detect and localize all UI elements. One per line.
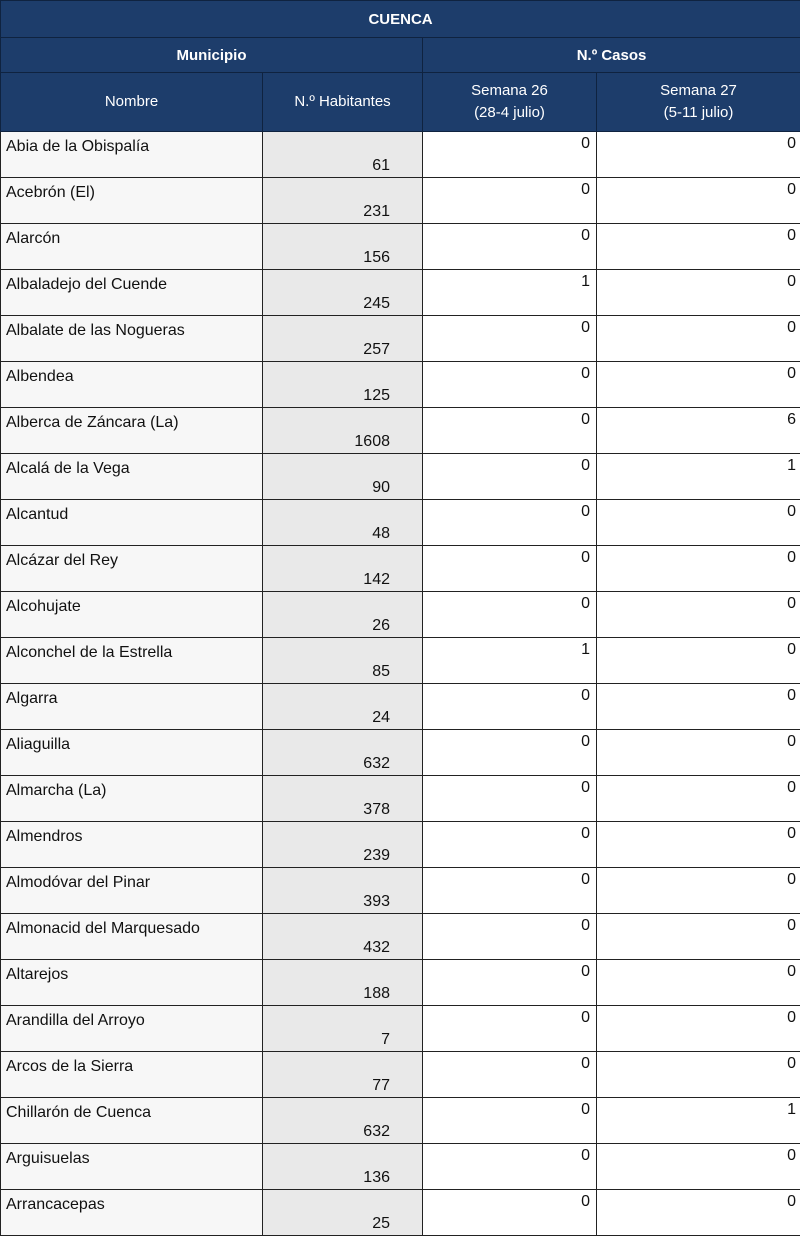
table-row xyxy=(1,684,800,730)
table-row xyxy=(1,1006,800,1052)
habitantes-cell: 188 xyxy=(263,960,423,1006)
habitantes-cell: 257 xyxy=(263,316,423,362)
habitantes-cell: 156 xyxy=(263,224,423,270)
municipio-name: Aliaguilla xyxy=(1,730,263,776)
semana-26-range: (28-4 julio) xyxy=(423,102,596,124)
table-row xyxy=(1,546,800,592)
table-body xyxy=(1,132,800,1236)
column-header-semana-27 xyxy=(597,73,800,132)
semana-26-cases-cell: 0 xyxy=(423,454,597,500)
semana-26-cases-cell: 0 xyxy=(423,224,597,270)
habitantes-cell: 239 xyxy=(263,822,423,868)
table-row xyxy=(1,270,800,316)
semana-27-cases-cell: 0 xyxy=(597,132,800,178)
semana-27-cases-cell: 0 xyxy=(597,960,800,1006)
semana-26-cases-cell: 0 xyxy=(423,684,597,730)
municipio-name: Almonacid del Marquesado xyxy=(1,914,263,960)
semana-26-cases-cell: 0 xyxy=(423,868,597,914)
semana-27-cases-cell: 0 xyxy=(597,592,800,638)
habitantes-cell: 136 xyxy=(263,1144,423,1190)
semana-26-cases-cell: 0 xyxy=(423,1006,597,1052)
semana-26-cases-cell: 0 xyxy=(423,822,597,868)
table-row xyxy=(1,224,800,270)
column-header-semana-26 xyxy=(423,73,597,132)
semana-27-cases-cell: 0 xyxy=(597,500,800,546)
municipio-name: Alconchel de la Estrella xyxy=(1,638,263,684)
semana-26-cases-cell: 0 xyxy=(423,960,597,1006)
semana-26-cases-cell: 0 xyxy=(423,132,597,178)
habitantes-cell: 432 xyxy=(263,914,423,960)
semana-26-cases-cell: 0 xyxy=(423,178,597,224)
table-row xyxy=(1,178,800,224)
table-row xyxy=(1,408,800,454)
semana-27-cases-cell: 0 xyxy=(597,546,800,592)
semana-27-cases-cell: 0 xyxy=(597,684,800,730)
habitantes-cell: 85 xyxy=(263,638,423,684)
table-row xyxy=(1,1098,800,1144)
table-row xyxy=(1,914,800,960)
semana-26-cases-cell: 0 xyxy=(423,914,597,960)
habitantes-cell: 7 xyxy=(263,1006,423,1052)
semana-27-cases-cell: 0 xyxy=(597,868,800,914)
municipio-name: Altarejos xyxy=(1,960,263,1006)
table-row xyxy=(1,592,800,638)
municipio-name: Albalate de las Nogueras xyxy=(1,316,263,362)
semana-26-cases-cell: 0 xyxy=(423,408,597,454)
semana-26-cases-cell: 0 xyxy=(423,546,597,592)
municipio-name: Alcalá de la Vega xyxy=(1,454,263,500)
semana-26-cases-cell: 0 xyxy=(423,592,597,638)
municipio-name: Arrancacepas xyxy=(1,1190,263,1236)
semana-27-cases-cell: 0 xyxy=(597,822,800,868)
semana-27-cases-cell: 0 xyxy=(597,1144,800,1190)
table-row xyxy=(1,960,800,1006)
municipio-name: Alcantud xyxy=(1,500,263,546)
municipio-name: Algarra xyxy=(1,684,263,730)
table-row xyxy=(1,316,800,362)
table-row xyxy=(1,132,800,178)
semana-27-cases-cell: 0 xyxy=(597,178,800,224)
habitantes-cell: 245 xyxy=(263,270,423,316)
habitantes-cell: 61 xyxy=(263,132,423,178)
column-header-habitantes: N.º Habitantes xyxy=(263,73,423,132)
municipio-name: Arandilla del Arroyo xyxy=(1,1006,263,1052)
habitantes-cell: 393 xyxy=(263,868,423,914)
semana-26-cases-cell: 1 xyxy=(423,638,597,684)
table-row xyxy=(1,776,800,822)
semana-27-range: (5-11 julio) xyxy=(597,102,800,124)
table-row xyxy=(1,454,800,500)
group-header-municipio: Municipio xyxy=(1,38,423,73)
semana-27-cases-cell: 0 xyxy=(597,730,800,776)
municipio-name: Albaladejo del Cuende xyxy=(1,270,263,316)
semana-26-cases-cell: 0 xyxy=(423,776,597,822)
habitantes-cell: 77 xyxy=(263,1052,423,1098)
semana-26-cases-cell: 0 xyxy=(423,1052,597,1098)
habitantes-cell: 378 xyxy=(263,776,423,822)
municipio-name: Acebrón (El) xyxy=(1,178,263,224)
semana-26-cases-cell: 0 xyxy=(423,1098,597,1144)
table-row xyxy=(1,822,800,868)
table-row xyxy=(1,1144,800,1190)
semana-26-cases-cell: 0 xyxy=(423,1144,597,1190)
habitantes-cell: 25 xyxy=(263,1190,423,1236)
table-row xyxy=(1,500,800,546)
semana-27-cases-cell: 0 xyxy=(597,1052,800,1098)
table-row xyxy=(1,1052,800,1098)
habitantes-cell: 632 xyxy=(263,1098,423,1144)
municipio-name: Chillarón de Cuenca xyxy=(1,1098,263,1144)
table-row xyxy=(1,362,800,408)
semana-27-cases-cell: 0 xyxy=(597,1006,800,1052)
semana-27-cases-cell: 0 xyxy=(597,316,800,362)
municipio-name: Almodóvar del Pinar xyxy=(1,868,263,914)
habitantes-cell: 26 xyxy=(263,592,423,638)
habitantes-cell: 231 xyxy=(263,178,423,224)
municipio-name: Abia de la Obispalía xyxy=(1,132,263,178)
province-title: CUENCA xyxy=(1,1,800,38)
semana-26-cases-cell: 0 xyxy=(423,362,597,408)
group-header-casos: N.º Casos xyxy=(423,38,800,73)
semana-27-cases-cell: 1 xyxy=(597,1098,800,1144)
semana-27-cases-cell: 0 xyxy=(597,224,800,270)
habitantes-cell: 48 xyxy=(263,500,423,546)
column-header-nombre: Nombre xyxy=(1,73,263,132)
table-row xyxy=(1,730,800,776)
semana-27-cases-cell: 0 xyxy=(597,1190,800,1236)
semana-27-label: Semana 27 xyxy=(597,80,800,102)
semana-27-cases-cell: 0 xyxy=(597,776,800,822)
semana-26-cases-cell: 1 xyxy=(423,270,597,316)
municipio-name: Almendros xyxy=(1,822,263,868)
semana-27-cases-cell: 1 xyxy=(597,454,800,500)
semana-26-cases-cell: 0 xyxy=(423,1190,597,1236)
semana-26-cases-cell: 0 xyxy=(423,730,597,776)
municipio-name: Alberca de Záncara (La) xyxy=(1,408,263,454)
semana-26-cases-cell: 0 xyxy=(423,316,597,362)
table-row xyxy=(1,1190,800,1236)
habitantes-cell: 24 xyxy=(263,684,423,730)
semana-27-cases-cell: 0 xyxy=(597,914,800,960)
municipio-name: Almarcha (La) xyxy=(1,776,263,822)
table-row xyxy=(1,868,800,914)
municipio-name: Albendea xyxy=(1,362,263,408)
habitantes-cell: 142 xyxy=(263,546,423,592)
semana-27-cases-cell: 0 xyxy=(597,362,800,408)
municipio-name: Arcos de la Sierra xyxy=(1,1052,263,1098)
habitantes-cell: 125 xyxy=(263,362,423,408)
municipio-name: Alarcón xyxy=(1,224,263,270)
semana-27-cases-cell: 6 xyxy=(597,408,800,454)
table-row xyxy=(1,638,800,684)
municipio-name: Arguisuelas xyxy=(1,1144,263,1190)
municipio-name: Alcázar del Rey xyxy=(1,546,263,592)
municipio-name: Alcohujate xyxy=(1,592,263,638)
semana-27-cases-cell: 0 xyxy=(597,638,800,684)
semana-27-cases-cell: 0 xyxy=(597,270,800,316)
habitantes-cell: 632 xyxy=(263,730,423,776)
semana-26-label: Semana 26 xyxy=(423,80,596,102)
habitantes-cell: 1608 xyxy=(263,408,423,454)
habitantes-cell: 90 xyxy=(263,454,423,500)
semana-26-cases-cell: 0 xyxy=(423,500,597,546)
